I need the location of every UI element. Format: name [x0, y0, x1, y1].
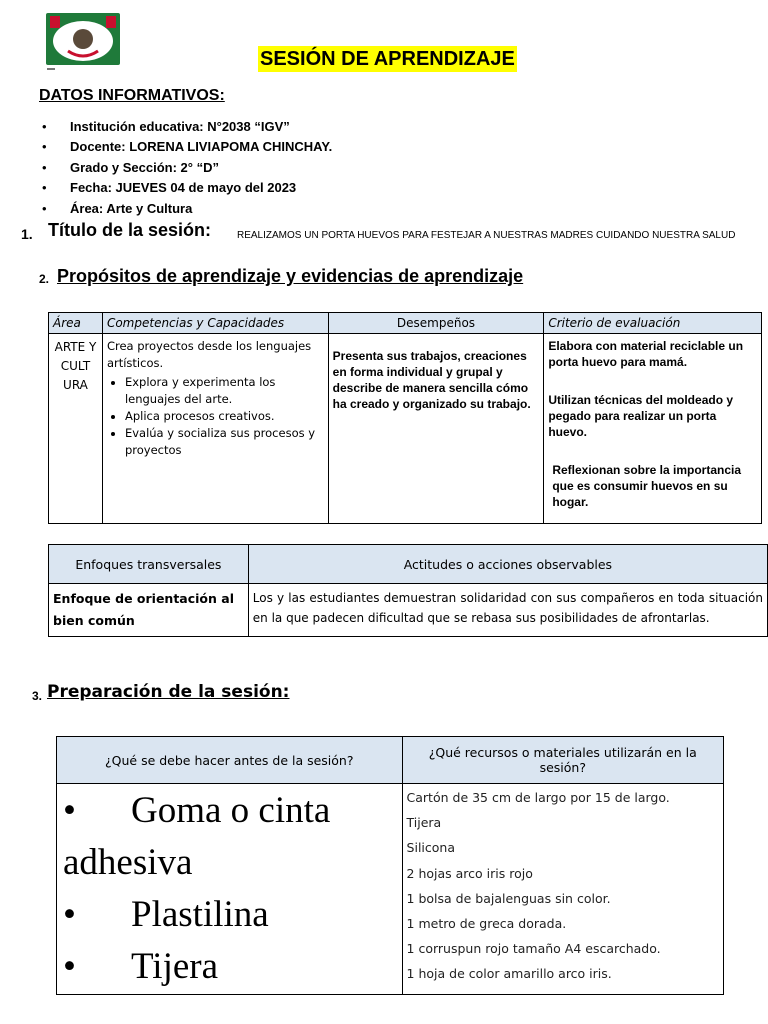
header-competencias: Competencias y Capacidades: [102, 313, 328, 334]
material-item: Silicona: [406, 840, 455, 856]
antes-item: [63, 941, 401, 993]
header-desempenos: Desempeños: [328, 313, 544, 334]
antes-item: [63, 889, 401, 941]
header-enfoques: Enfoques transversales: [49, 545, 249, 584]
competencias-cell: [102, 334, 328, 524]
competencia-text: Crea proyectos desde los lenguajes artísticos.: [106, 339, 312, 370]
bullet: •: [63, 790, 76, 831]
table-header-row: [49, 313, 762, 334]
header-actitudes: Actitudes o acciones observables: [248, 545, 767, 584]
table-row: [49, 334, 762, 524]
material-item: 1 hoja de color amarillo arco iris.: [406, 966, 612, 982]
table-row: [57, 784, 724, 995]
antes-text: Plastilina: [131, 894, 269, 935]
antes-text: Tijera: [131, 946, 219, 987]
school-crest-logo-icon: [46, 13, 120, 65]
header-antes: ¿Qué se debe hacer antes de la sesión?: [57, 737, 403, 784]
material-item: 2 hojas arco iris rojo: [406, 865, 533, 881]
table-header-row: [49, 545, 768, 584]
page-title: SESIÓN DE APRENDIZAJE: [260, 48, 515, 70]
capacidad-item: • Explora y experimenta los lenguajes del arte.: [125, 374, 324, 408]
table-header-row: [57, 737, 724, 784]
datos-item: • Grado y Sección: 2° “D”: [40, 158, 332, 178]
datos-item: • Docente: LORENA LIVIAPOMA CHINCHAY.: [40, 137, 332, 157]
bullet: •: [63, 894, 76, 935]
antes-item: [63, 785, 401, 837]
datos-item: • Fecha: JUEVES 04 de mayo del 2023: [40, 178, 332, 198]
section2-title: Propósitos de aprendizaje y evidencias de aprendizaje: [57, 266, 524, 286]
area-cell: [49, 334, 103, 524]
logo-mark: [47, 68, 55, 70]
table-row: [49, 584, 768, 637]
header-area: Área: [49, 313, 103, 334]
header-materiales: ¿Qué recursos o materiales utilizarán en la sesión?: [402, 737, 723, 784]
material-item: 1 metro de greca dorada.: [406, 915, 567, 931]
bullet: •: [63, 946, 76, 987]
antes-text: adhesiva: [63, 842, 193, 883]
purposes-table: [48, 312, 762, 524]
material-item: Cartón de 35 cm de largo por 15 de largo.: [406, 790, 670, 805]
antes-text: Goma o cinta: [131, 790, 331, 831]
antes-cell: [57, 784, 403, 995]
material-item: 1 corruspun rojo tamaño A4 escarchado.: [406, 941, 661, 957]
section3-number: 3.: [32, 689, 43, 703]
antes-item: [63, 837, 401, 889]
datos-heading: DATOS INFORMATIVOS:: [39, 87, 225, 104]
capacidad-item: • Evalúa y socializa sus procesos y proyectos: [125, 425, 324, 459]
enfoque-cell: Enfoque de orientación al bien común: [49, 584, 249, 637]
material-item: 1 bolsa de bajalenguas sin color.: [406, 890, 611, 906]
criterio-item: Elabora con material reciclable un porta huevo para mamá.: [548, 339, 744, 369]
header-criterio: Criterio de evaluación: [544, 313, 762, 334]
section1-number: 1.: [21, 226, 33, 242]
section1-text: REALIZAMOS UN PORTA HUEVOS PARA FESTEJAR A NUESTRAS MADRES CUIDANDO NUESTRA SALUD: [237, 230, 736, 241]
criterio-cell: [544, 334, 762, 524]
section1-title: Título de la sesión:: [48, 220, 212, 240]
area-value: ARTE Y CULT URA: [54, 340, 97, 392]
datos-item: • Institución educativa: N°2038 “IGV”: [40, 117, 332, 137]
criterio-item: Reflexionan sobre la importancia que es consumir huevos en su hogar.: [552, 463, 742, 509]
material-item: Tijera: [406, 815, 442, 831]
datos-item: • Área: Arte y Cultura: [40, 199, 332, 219]
criterio-item: Utilizan técnicas del moldeado y pegado para realizar un porta huevo.: [548, 393, 734, 439]
materiales-cell: [402, 784, 723, 995]
desempeno-text: Presenta sus trabajos, creaciones en forma individual y grupal y describe de manera sencilla cómo ha creado y organizado su trabajo.: [332, 349, 531, 411]
section2-number: 2.: [39, 272, 50, 286]
actitud-cell: Los y las estudiantes demuestran solidaridad con sus compañeros en toda situación en la que padecen dificultad que se rebasa sus posibilidades de afrontarlas.: [248, 584, 767, 637]
datos-list: [40, 117, 332, 219]
section3-title: Preparación de la sesión:: [47, 682, 290, 702]
preparation-table: [56, 736, 724, 995]
enfoques-table: [48, 544, 768, 637]
desempenos-cell: [328, 334, 544, 524]
capacidades-list: [107, 374, 324, 459]
capacidad-item: • Aplica procesos creativos.: [125, 408, 324, 425]
